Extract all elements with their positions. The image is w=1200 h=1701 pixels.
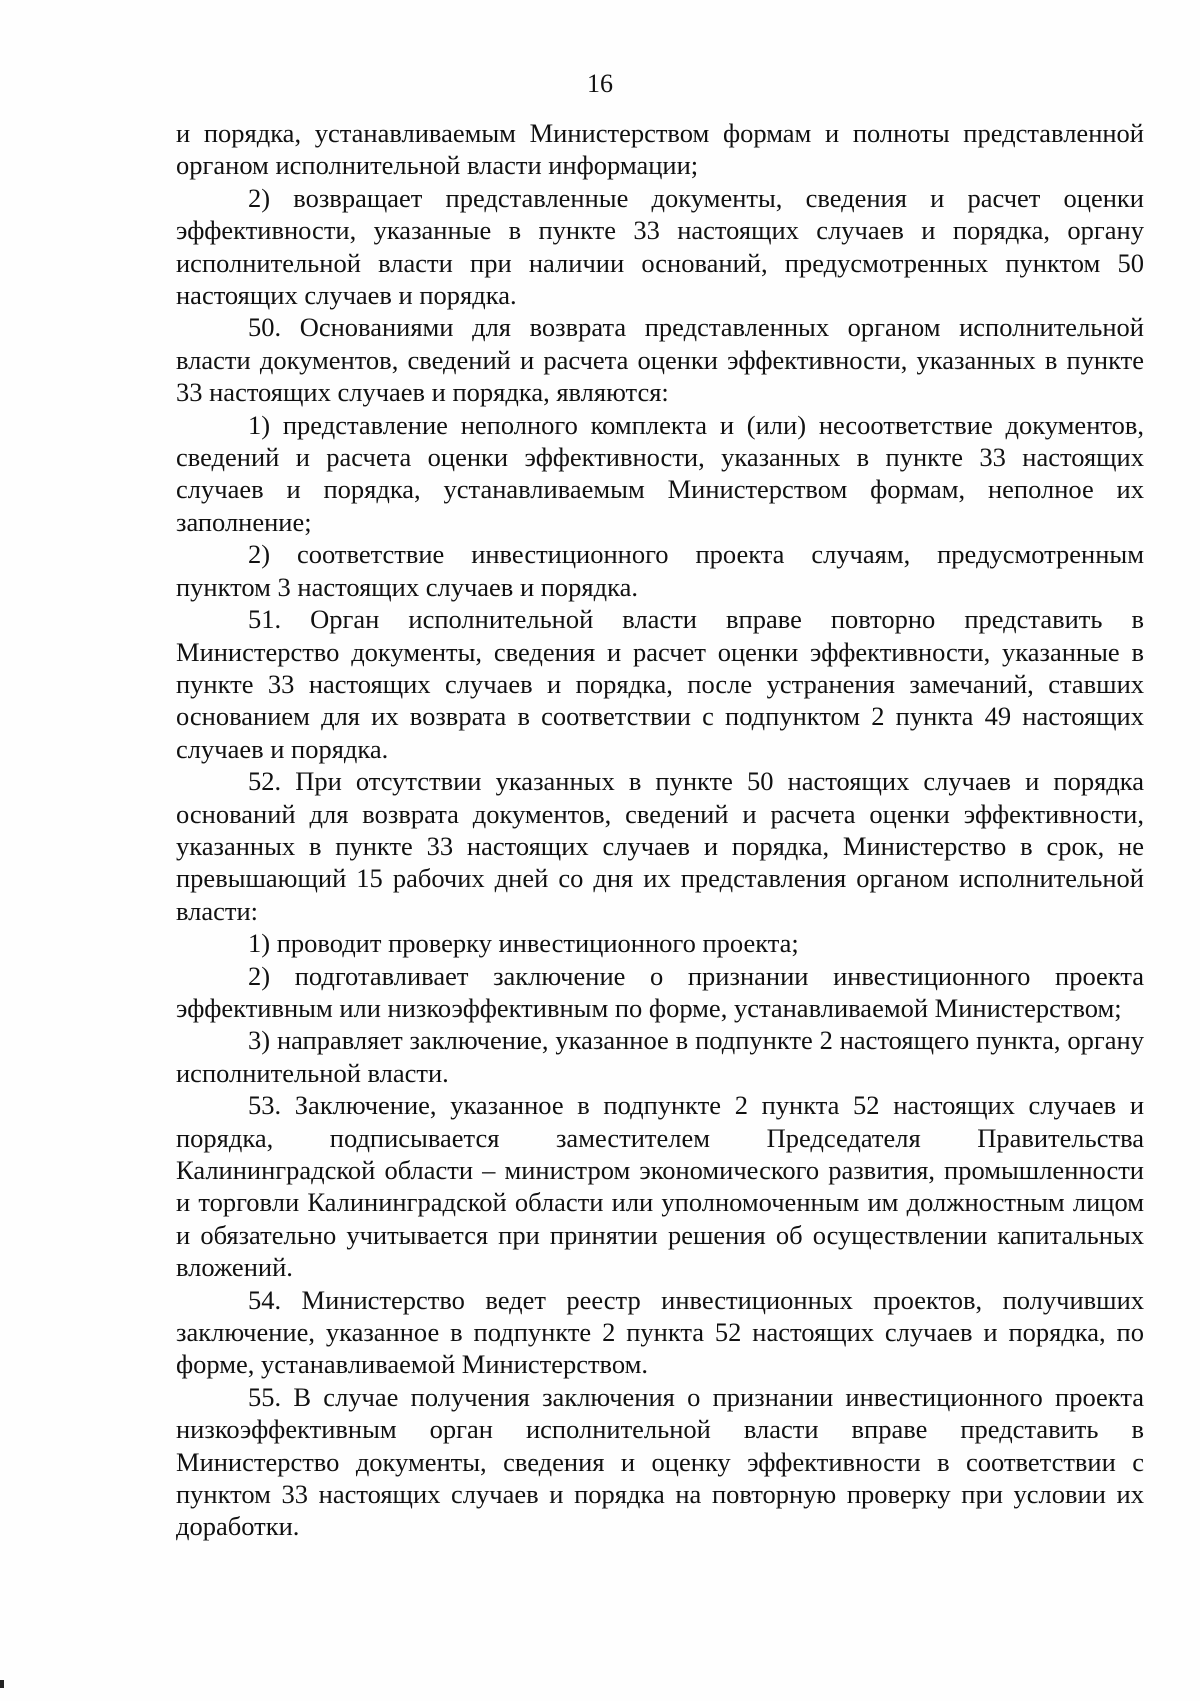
paragraph-continuation: и порядка, устанавливаемым Министерством формам и полноты представленной органом исполнительной власти информации; [176,118,1144,181]
scan-edge-mark [0,1680,4,1688]
clause-52: 52. При отсутствии указанных в пункте 50 настоящих случаев и порядка оснований для возврата документов, сведений и расчета оценки эффективности, указанных в пункте 33 настоящих случаев и порядка, Министерство в срок, не превышающий 15 рабочих дней со дня их представления органом исполнительной власти: [176,766,1144,926]
subitem-52-3: 3) направляет заключение, указанное в подпункте 2 настоящего пункта, органу исполнительной власти. [176,1025,1144,1088]
clause-51: 51. Орган исполнительной власти вправе повторно представить в Министерство документы, сведения и расчет оценки эффективности, указанные в пункте 33 настоящих случаев и порядка, после устранения замечаний, ставших основанием для их возврата в соответствии с подпунктом 2 пункта 49 настоящих случаев и порядка. [176,604,1144,764]
clause-54: 54. Министерство ведет реестр инвестиционных проектов, получивших заключение, указанное в подпункте 2 пункта 52 настоящих случаев и порядка, по форме, устанавливаемой Министерством. [176,1284,1144,1380]
subitem-52-2: 2) подготавливает заключение о признании инвестиционного проекта эффективным или низкоэффективным по форме, устанавливаемой Министерством; [176,960,1144,1023]
subitem-50-1: 1) представление неполного комплекта и (или) несоответствие документов, сведений и расчета оценки эффективности, указанных в пункте 33 настоящих случаев и порядка, устанавливаемым Министерством формам, неполное их заполнение; [176,409,1144,537]
subitem-49-2: 2) возвращает представленные документы, сведения и расчет оценки эффективности, указанные в пункте 33 настоящих случаев и порядка, органу исполнительной власти при наличии оснований, предусмотренных пунктом 50 настоящих случаев и порядка. [176,182,1144,311]
document-body [176,117,1144,1543]
clause-55: 55. В случае получения заключения о признании инвестиционного проекта низкоэффективным орган исполнительной власти вправе представить в Министерство документы, сведения и оценку эффективности в соответствии с пунктом 33 настоящих случаев и порядка на повторную проверку при условии их доработки. [176,1381,1144,1542]
subitem-50-2: 2) соответствие инвестиционного проекта случаям, предусмотренным пунктом 3 настоящих случаев и порядка. [176,539,1144,602]
clause-53: 53. Заключение, указанное в подпункте 2 пункта 52 настоящих случаев и порядка, подписывается заместителем Председателя Правительства Калининградской области – министром экономического развития, промышленности и торговли Калининградской области или уполномоченным им должностным лицом и обязательно учитывается при принятии решения об осуществлении капитальных вложений. [176,1090,1144,1283]
page-number: 16 [587,69,613,98]
clause-50: 50. Основаниями для возврата представленных органом исполнительной власти документов, сведений и расчета оценки эффективности, указанных в пункте 33 настоящих случаев и порядка, являются: [176,312,1144,408]
subitem-52-1: 1) проводит проверку инвестиционного проекта; [248,928,799,959]
